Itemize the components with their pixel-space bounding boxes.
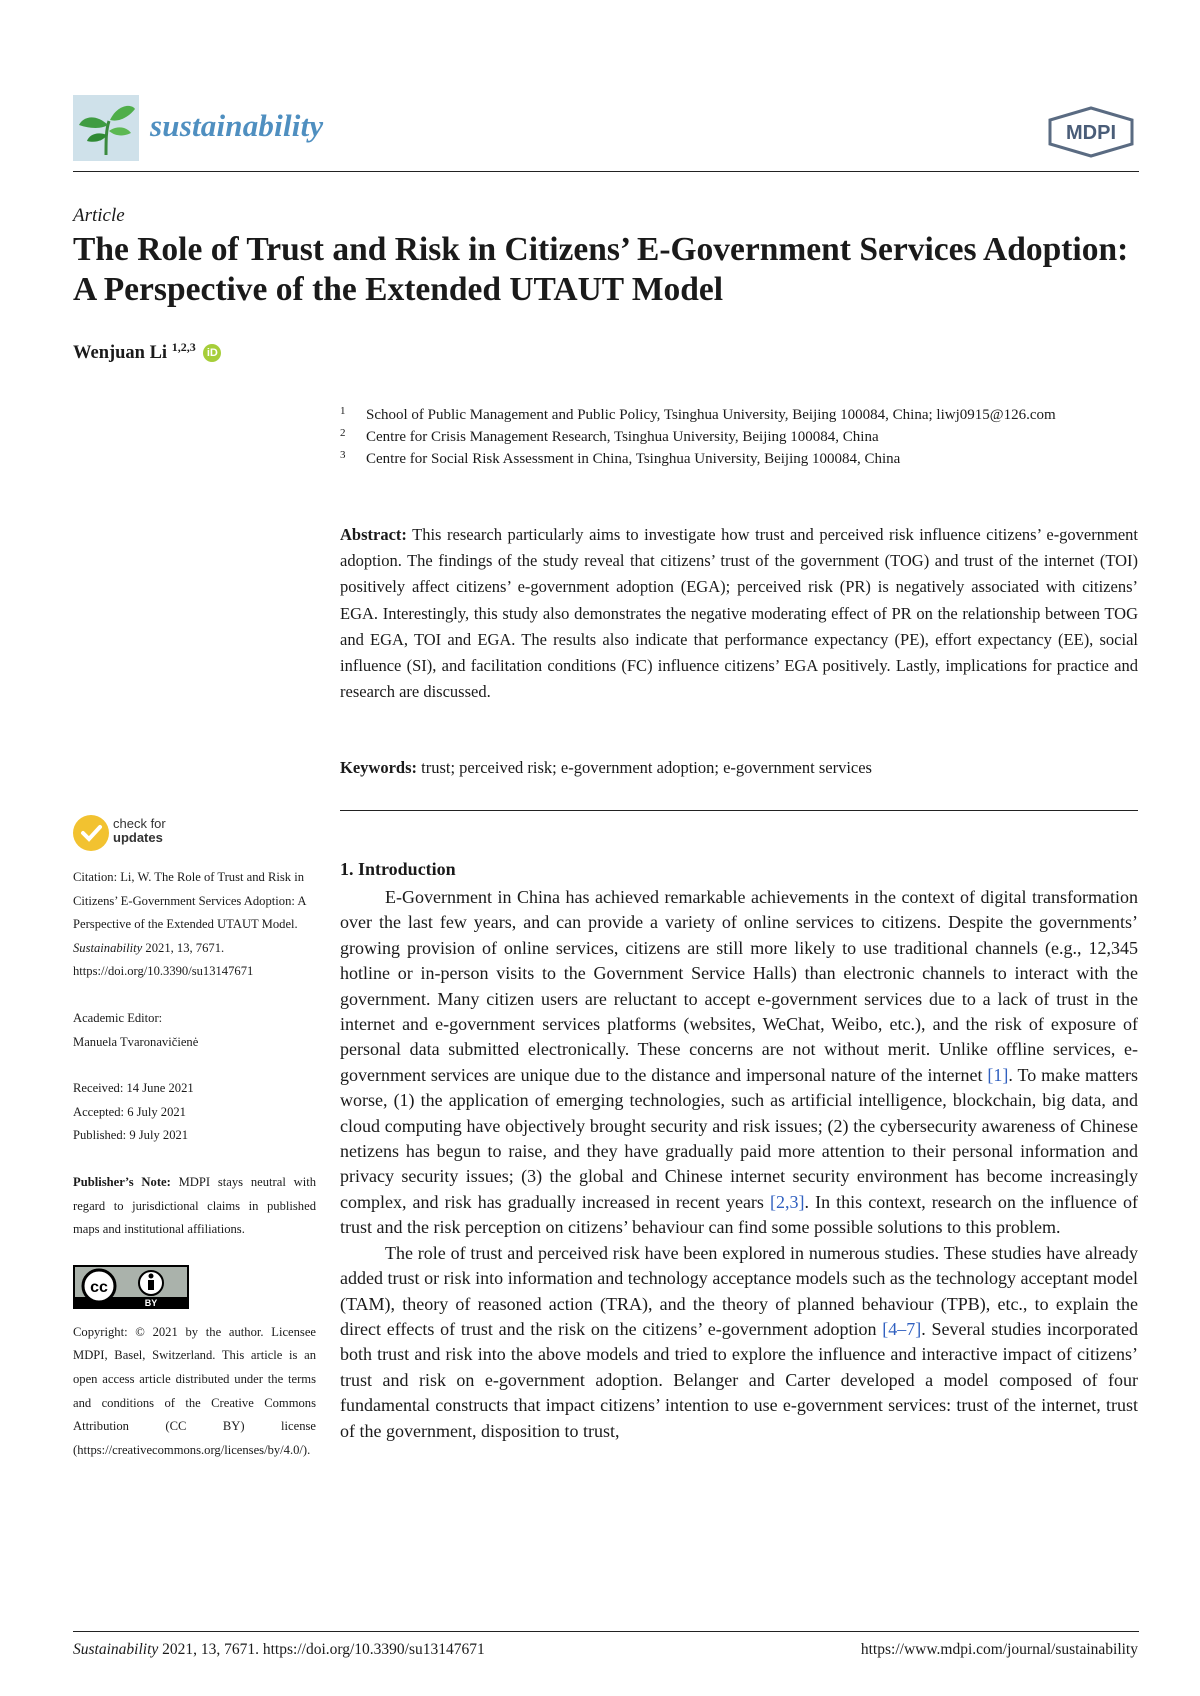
- paragraph-text: . To make matters worse, (1) the application of emerging technologies, such as artificial intelligence, blockchain, big data, and cloud computing have objectively brought security and risk issues; (2) the cybersecurity awareness of Chinese netizens has begun to raise, and they have gradually paid more attention to their personal information and privacy security issues; (3) the global and Chinese internet security environment has become increasingly complex, and risk has gradually increased in recent years: [340, 1064, 1139, 1212]
- affiliation-number: 1: [340, 405, 346, 417]
- editor-block: [73, 1007, 316, 1054]
- publisher-logo-text: MDPI: [1066, 122, 1116, 144]
- journal-name: sustainability: [150, 108, 324, 143]
- header-divider: [73, 171, 1139, 172]
- paragraph-text: The role of trust and perceived risk have been explored in numerous studies. These studies have already added trust or risk into information and technology acceptance models such as the technology acceptant model (TAM), theory of reasoned action (TRA), and the theory of planned behaviour (TPB), etc., to explain the direct effects of trust and the risk on the citizens’ e-government adoption: [340, 1242, 1138, 1339]
- affiliation-text: Centre for Social Risk Assessment in China, Tsinghua University, Beijing 100084, China: [366, 451, 901, 467]
- keywords-text: trust; perceived risk; e-government adoption; e-government services: [421, 758, 872, 777]
- citation-label: Citation:: [73, 870, 118, 884]
- section-heading: 1. Introduction: [340, 859, 456, 879]
- mdpi-logo-icon: [1046, 106, 1136, 158]
- author-name: Wenjuan Li: [73, 343, 168, 364]
- publisher-note-text: MDPI stays neutral with regard to jurisdictional claims in published maps and institutional affiliations.: [73, 1174, 316, 1237]
- received-date: Received: 14 June 2021: [73, 1081, 194, 1096]
- copyright-text: Copyright: © 2021 by the author. Licensee MDPI, Basel, Switzerland. This article is an open access article distributed under the terms and conditions of the Creative Commons Attribution (CC BY) license (https://creativecommons.org/licenses/by/4.0/).: [73, 1324, 316, 1457]
- body-text: [340, 885, 1138, 1444]
- check-updates-line1: check for: [113, 816, 166, 831]
- affiliation-number: 3: [340, 449, 346, 461]
- footer-divider: [73, 1631, 1139, 1632]
- paragraph-text: . In this context, research on the influence of trust and the risk perception on citizens’ behaviour can find some possible solutions to this problem.: [340, 1191, 1138, 1238]
- affiliation-item: [340, 448, 1140, 470]
- footer-doi[interactable]: 2021, 13, 7671. https://doi.org/10.3390/su13147671: [162, 1641, 485, 1658]
- affiliation-item: [340, 426, 1140, 448]
- affiliations: [340, 404, 1140, 470]
- accepted-date: Accepted: 6 July 2021: [73, 1104, 186, 1119]
- check-updates-line2: updates: [113, 830, 163, 845]
- editor-name: Manuela Tvaronavičienė: [73, 1034, 199, 1049]
- affiliation-text: School of Public Management and Public Policy, Tsinghua University, Beijing 100084, China; liwj0915@126.com: [366, 407, 1056, 423]
- published-date: Published: 9 July 2021: [73, 1128, 189, 1143]
- publisher-note-label: Publisher’s Note:: [73, 1174, 171, 1189]
- article-type: Article: [73, 205, 125, 226]
- affiliation-number: 2: [340, 427, 346, 439]
- author-affiliation-numbers: 1,2,3: [171, 340, 196, 354]
- paragraph-text: . Several studies incorporated both trust and risk into the above models and tried to explore the influence and interactive impact of citizens’ trust and risk on e-government adoption. Belanger and Carter developed a model composed of four fundamental constructs that impact citizens’ intention to use e-government services: trust of the internet, trust of the government, disposition to trust,: [340, 1318, 1138, 1441]
- affiliation-item: [340, 404, 1140, 426]
- editor-label: Academic Editor:: [73, 1010, 163, 1025]
- dates-block: [73, 1077, 316, 1148]
- affiliation-text: Centre for Crisis Management Research, Tsinghua University, Beijing 100084, China: [366, 429, 879, 445]
- abstract-label: Abstract:: [340, 525, 407, 544]
- cc-by-label: BY: [144, 1297, 158, 1308]
- author-line: [73, 340, 221, 364]
- abstract-text: This research particularly aims to investigate how trust and perceived risk influence citizens’ e-government adoption. The findings of the study reveal that citizens’ trust of the government (TOG) and trust of the internet (TOI) positively affect citizens’ e-government adoption (EGA); perceived risk (PR) is negatively associated with citizens’ EGA. Interestingly, this study also demonstrates the negative moderating effect of PR on the relationship between TOG and EGA, TOI and EGA. The results also indicate that performance expectancy (PE), effort expectancy (EE), social influence (SI), and facilitation conditions (FC) influence citizens’ EGA positively. Lastly, implications for practice and research are discussed.: [340, 525, 1138, 702]
- paragraph: [340, 1241, 1138, 1444]
- check-updates-text: [113, 817, 166, 845]
- check-for-updates-button[interactable]: [73, 815, 213, 855]
- citation-text: Li, W. The Role of Trust and Risk in Citizens’ E-Government Services Adoption: A Perspective of the Extended UTAUT Model.: [73, 870, 306, 932]
- citation-block: [73, 866, 316, 984]
- footer-url[interactable]: https://www.mdpi.com/journal/sustainability: [860, 1641, 1138, 1658]
- citation-doi[interactable]: 2021, 13, 7671. https://doi.org/10.3390/su13147671: [73, 940, 254, 979]
- check-updates-icon: [73, 815, 109, 851]
- orcid-icon[interactable]: iD: [203, 344, 221, 362]
- svg-text:cc: cc: [90, 1278, 108, 1296]
- article-sidebar: [73, 866, 316, 1462]
- citation-journal: Sustainability: [73, 940, 143, 955]
- footer-citation: [73, 1641, 485, 1659]
- footer-journal: Sustainability: [73, 1641, 159, 1658]
- paragraph-text: E-Government in China has achieved remarkable achievements in the context of digital transformation over the last few years, and can provide a variety of online services to citizens. Despite the governments’ growing provision of online services, citizens are still more likely to use traditional channels (e.g., 12,345 hotline or in-person visits to the Government Service Halls) than electronic channels to interact with the government. Many citizen users are reluctant to accept e-government services due to a lack of trust in the internet and e-government services platforms (websites, WeChat, Weibo, etc.), and the risk of exposure of personal data submitted electronically. These concerns are not without merit. Unlike offline services, e-government services are unique due to the distance and impersonal nature of the internet: [340, 887, 1138, 1085]
- keywords: [340, 755, 1138, 781]
- leaf-logo-icon: [73, 95, 139, 161]
- paragraph: [340, 885, 1138, 1241]
- citation-link[interactable]: [2,3]: [770, 1191, 805, 1212]
- publisher-note: [73, 1171, 316, 1242]
- cc-by-license-icon[interactable]: [73, 1265, 189, 1309]
- article-title: The Role of Trust and Risk in Citizens’ E-Government Services Adoption: A Perspective of the Extended UTAUT Model: [73, 231, 1129, 308]
- citation-link[interactable]: [1]: [987, 1064, 1009, 1085]
- abstract-divider: [340, 810, 1138, 811]
- citation-link[interactable]: [4–7]: [882, 1318, 922, 1339]
- abstract: [340, 522, 1138, 705]
- keywords-label: Keywords:: [340, 758, 417, 777]
